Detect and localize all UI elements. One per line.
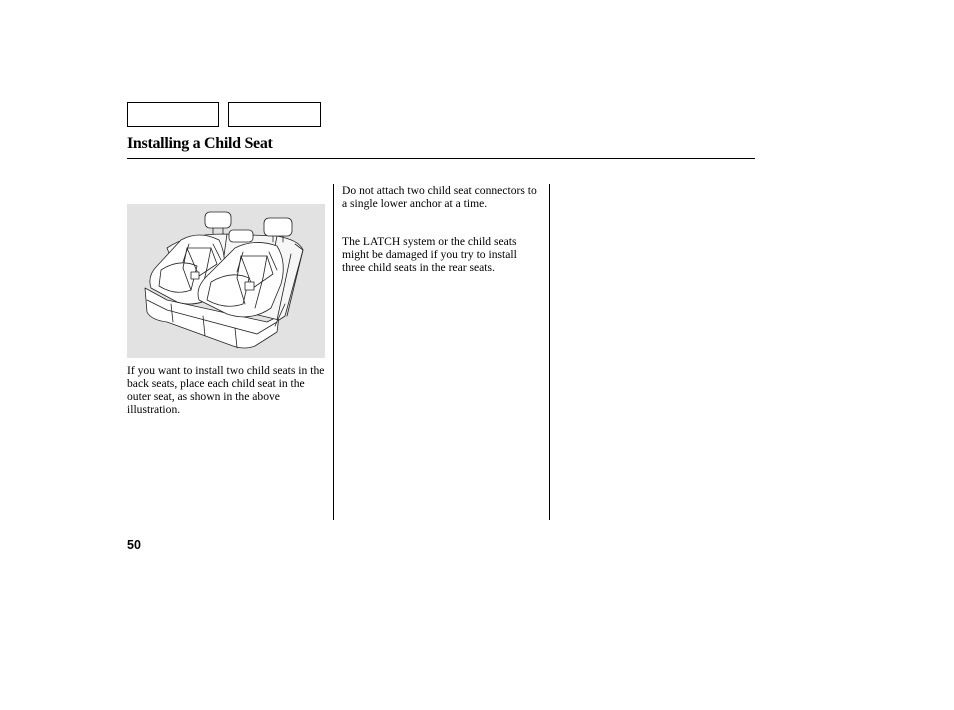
latch-damage-text: The LATCH system or the child seats might be damaged if you try to install three child seats in the rear seats.	[342, 235, 517, 274]
title-divider	[127, 158, 755, 159]
page-title: Installing a Child Seat	[127, 135, 273, 152]
child-seat-illustration	[127, 204, 325, 358]
page-number: 50	[127, 538, 141, 552]
connector-warning-text: Do not attach two child seat connectors to a single lower anchor at a time.	[342, 184, 537, 210]
nav-tab-previous[interactable]	[127, 102, 219, 127]
column-divider	[333, 184, 334, 520]
illustration-caption: If you want to install two child seats in the back seats, place each child seat in the outer seat, as shown in the above illustration.	[127, 364, 325, 416]
column-divider	[549, 184, 550, 520]
rear-seat-child-seats-icon	[127, 204, 325, 358]
nav-tab-next[interactable]	[228, 102, 321, 127]
